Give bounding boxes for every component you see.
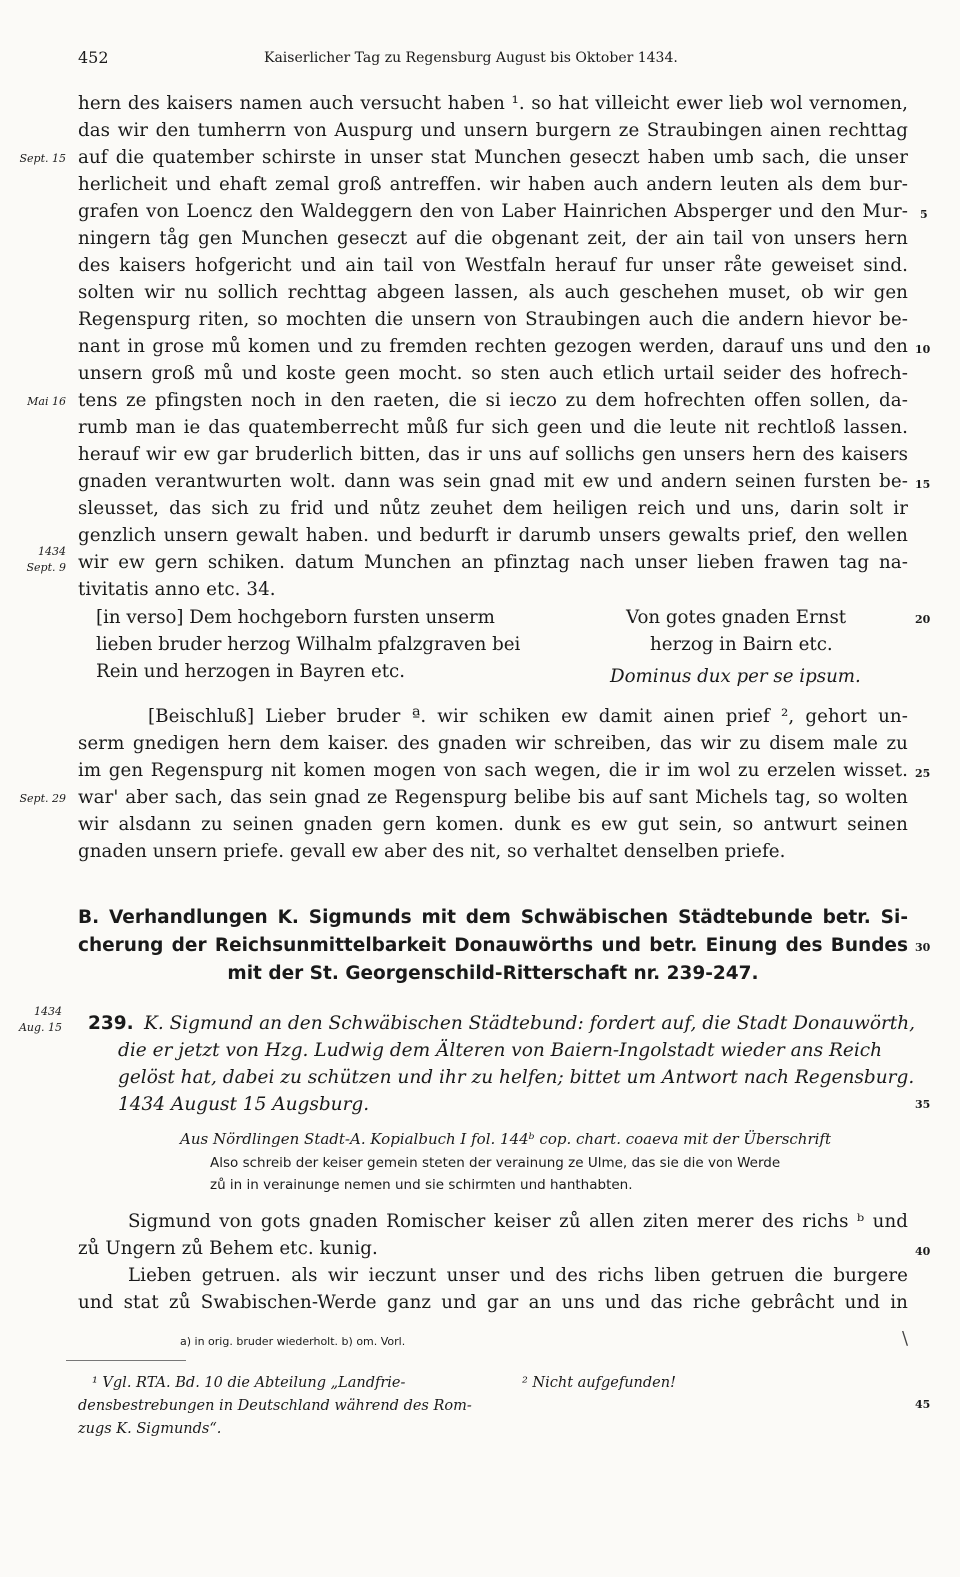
- body-line: rumb man ie das quatemberrecht můß fur sich geen und die leute nit rechtloß lassen.: [78, 417, 908, 438]
- line-number: 10: [915, 343, 931, 356]
- address-left-line: lieben bruder herzog Wilhalm pfalzgraven bei: [96, 634, 521, 655]
- line-number: 30: [915, 941, 931, 954]
- line-number: 15: [915, 478, 931, 491]
- margin-date-note: Sept. 15: [19, 152, 66, 165]
- body-line: grafen von Loencz den Waldeggern den von Laber Hainrichen Absperger und den Mur-: [78, 201, 908, 222]
- running-title: Kaiserlicher Tag zu Regensburg August bis Oktober 1434.: [264, 50, 678, 66]
- body-line: tens ze pfingsten noch in den raeten, die si ieczo zu dem hofrechten offen sollen, da-: [78, 390, 908, 411]
- stray-mark: \: [902, 1328, 909, 1349]
- body-line: hern des kaisers namen auch versucht haben ¹. so hat villeicht ewer lieb wol vernomen,: [78, 93, 908, 114]
- margin-date-note: Sept. 9: [26, 561, 66, 574]
- beischluss-line: serm gnedigen hern dem kaiser. des gnaden wir schreiben, das wir zu disem male zu: [78, 733, 908, 754]
- beischluss-line: [Beischluß] Lieber bruder ª. wir schiken ew damit ainen prief ², gehort un-: [148, 706, 908, 727]
- margin-date-note: Mai 16: [27, 395, 66, 408]
- address-left-line: [in verso] Dem hochgeborn fursten unserm: [96, 607, 495, 628]
- body-line: wir ew gern schiken. datum Munchen an pfinztag nach unser lieben frawen tag na-: [78, 552, 908, 573]
- body-line: sleusset, das sich zu frid und nůtz zeuhet dem heiligen reich und uns, darin solt ir: [78, 498, 908, 519]
- body-line: tivitatis anno etc. 34.: [78, 579, 276, 600]
- margin-date-note: Aug. 15: [18, 1021, 62, 1034]
- page-number: 452: [78, 48, 109, 67]
- body-line: solten wir nu sollich rechttag abgeen lassen, als auch geschehen muset, ob wir gen: [78, 282, 908, 303]
- address-right-line: Dominus dux per se ipsum.: [610, 666, 861, 687]
- footnote-2: ² Nicht aufgefunden!: [522, 1375, 676, 1391]
- beischluss-line: wir alsdann zu seinen gnaden gern komen. dunk es ew gut sein, so antwurt seinen: [78, 814, 908, 835]
- body-line: das wir den tumherrn von Auspurg und unsern burgern ze Straubingen ainen rechttag: [78, 120, 908, 141]
- body-line: auf die quatember schirste in unser stat Munchen geseczt haben umb sach, die unser: [78, 147, 908, 168]
- letter-line: Sigmund von gots gnaden Romischer keiser zů allen ziten merer des richs ᵇ und: [128, 1211, 908, 1232]
- source-line: Aus Nördlingen Stadt-A. Kopialbuch I fol. 144ᵇ cop. chart. coaeva mit der Überschrift: [180, 1130, 832, 1148]
- body-line: gnaden verantwurten wolt. dann was sein gnad mit ew und andern seinen fursten be-: [78, 471, 908, 492]
- letter-line: zů Ungern zů Behem etc. kunig.: [78, 1238, 378, 1259]
- document-title-line: 1434 August 15 Augsburg.: [118, 1094, 370, 1115]
- section-heading-line: B. Verhandlungen K. Sigmunds mit dem Schwäbischen Städtebunde betr. Si-: [78, 907, 908, 928]
- body-line: unsern groß mů und koste geen mocht. so sten auch etlich urtail seider des hofrech-: [78, 363, 908, 384]
- document-title-line: gelöst hat, dabei zu schützen und ihr zu helfen; bittet um Antwort nach Regensburg.: [118, 1067, 915, 1088]
- line-number: 25: [915, 767, 931, 780]
- section-heading-line: cherung der Reichsunmittelbarkeit Donauwörths und betr. Einung des Bundes: [78, 935, 908, 956]
- body-line: herlicheit und ehaft zemal groß antreffen. wir haben auch andern leuten als dem bur-: [78, 174, 908, 195]
- critical-apparatus: a) in orig. bruder wiederholt. b) om. Vorl.: [180, 1335, 406, 1348]
- superscription-line: Also schreib der keiser gemein steten der verainung ze Ulme, das sie die von Werde: [210, 1155, 781, 1171]
- body-line: herauf wir ew gar bruderlich bitten, das ir uns auf sollichs gen unsers hern des kaisers: [78, 444, 908, 465]
- letter-line: und stat zů Swabischen-Werde ganz und gar an uns und das riche gebrâcht und in: [78, 1292, 908, 1313]
- body-line: genzlich unsern gewalt haben. und bedurft ir darumb unsers gewalts prief, den wellen: [78, 525, 908, 546]
- address-right-line: herzog in Bairn etc.: [650, 634, 833, 655]
- letter-line: Lieben getruen. als wir ieczunt unser und des richs liben getruen die burgere: [128, 1265, 908, 1286]
- footnote-1-line: zugs K. Sigmunds“.: [78, 1421, 222, 1437]
- address-left-line: Rein und herzogen in Bayren etc.: [96, 661, 406, 682]
- document-number: 239.: [88, 1013, 134, 1034]
- section-heading-line: mit der St. Georgenschild-Ritterschaft nr. 239-247.: [227, 963, 759, 984]
- footnote-1-line: densbestrebungen in Deutschland während des Rom-: [78, 1398, 472, 1414]
- line-number: 5: [920, 208, 928, 221]
- body-line: des kaisers hofgericht und ain tail von Westfaln herauf fur unser råte geweiset sind.: [78, 255, 908, 276]
- body-line: ningern tåg gen Munchen geseczt auf die obgenant zeit, der ain tail von unsers hern: [78, 228, 908, 249]
- line-number: 20: [915, 613, 931, 626]
- body-line: nant in grose mů komen und zu fremden rechten gezogen werden, darauf uns und den: [78, 336, 908, 357]
- beischluss-line: war' aber sach, das sein gnad ze Regenspurg belibe bis auf sant Michels tag, so wolten: [78, 787, 908, 808]
- line-number: 35: [915, 1098, 931, 1111]
- superscription-line: zů in in verainunge nemen und sie schirmten und hanthabten.: [210, 1177, 633, 1193]
- line-number: 40: [915, 1245, 931, 1258]
- body-line: Regenspurg riten, so mochten die unsern von Straubingen auch die andern hievor be-: [78, 309, 908, 330]
- address-right-line: Von gotes gnaden Ernst: [626, 607, 847, 628]
- line-number: 45: [915, 1398, 931, 1411]
- page-header: [78, 48, 908, 72]
- beischluss-line: im gen Regenspurg nit komen mogen von sach wegen, die ir im wol zu erzelen wisset.: [78, 760, 908, 781]
- margin-date-note: 1434: [34, 1005, 62, 1018]
- margin-date-note: 1434: [38, 545, 66, 558]
- footnote-rule: [66, 1360, 186, 1361]
- footnote-1-line: ¹ Vgl. RTA. Bd. 10 die Abteilung „Landfrie-: [92, 1375, 406, 1391]
- document-title-line: die er jetzt von Hzg. Ludwig dem Älteren von Baiern-Ingolstadt wieder ans Reich: [118, 1040, 883, 1061]
- beischluss-line: gnaden unsern priefe. gevall ew aber des nit, so verhaltet denselben priefe.: [78, 841, 786, 862]
- margin-date-note: Sept. 29: [19, 792, 66, 805]
- document-title-line: K. Sigmund an den Schwäbischen Städtebund: fordert auf, die Stadt Donauwörth,: [144, 1013, 916, 1034]
